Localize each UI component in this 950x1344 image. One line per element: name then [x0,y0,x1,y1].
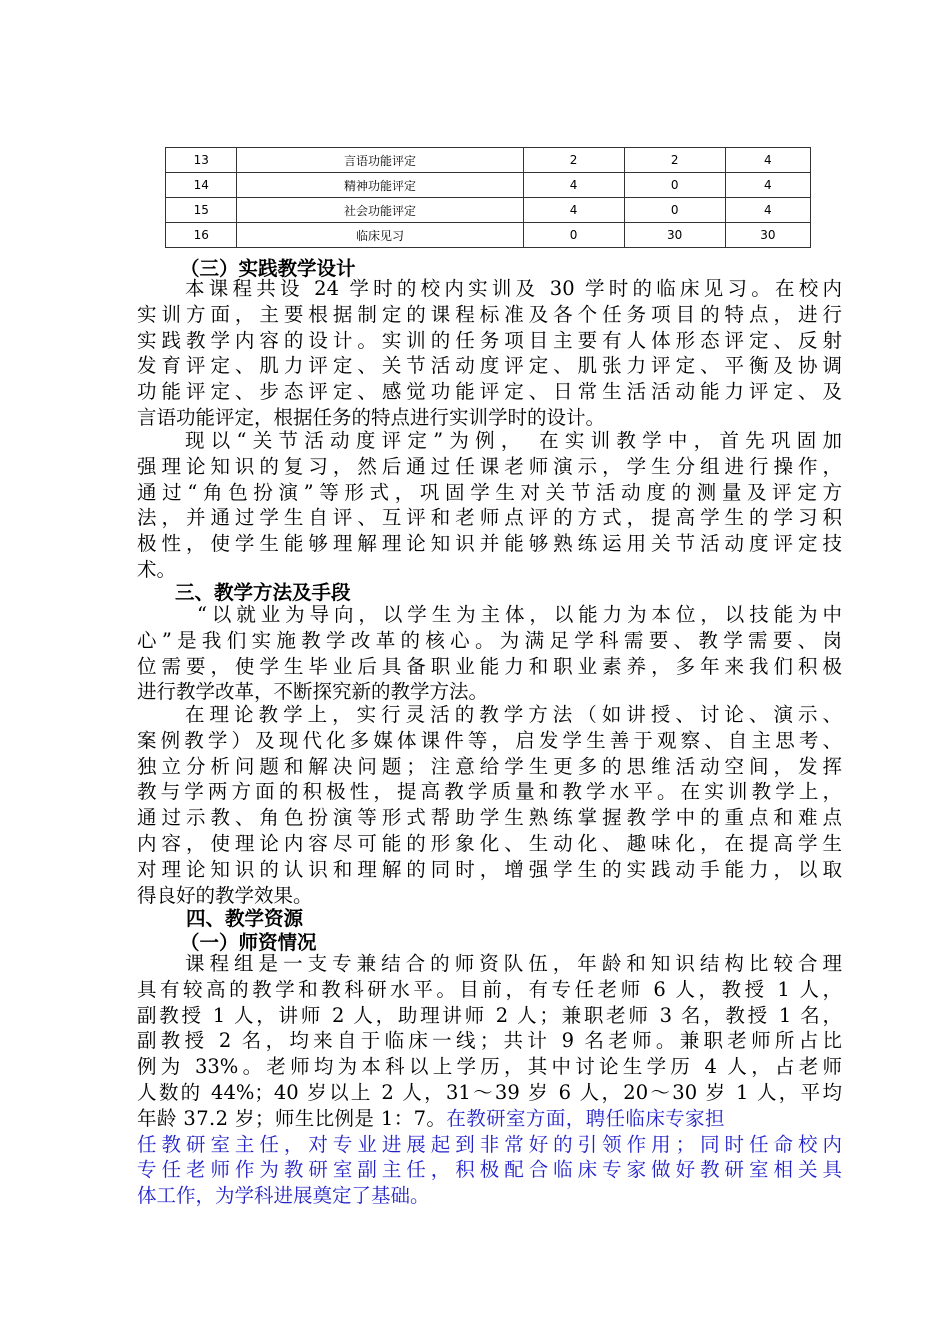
text-line: 具有较高的教学和教科研水平。目前，有专任老师 6 人，教授 1 人， [137,977,842,1001]
text-line: 进行教学改革，不断探究新的教学方法。 [137,680,489,704]
text-line: 法，并通过学生自评、互评和老师点评的方式，提高学生的学习积 [137,506,842,530]
text-line: 得良好的教学效果。 [137,883,313,907]
table-cell: 精神功能评定 [237,173,523,198]
text-line: 功能评定、步态评定、感觉功能评定、日常生活活动能力评定、及 [137,380,842,404]
text-line-blue: 专任老师作为教研室副主任，积极配合临床专家做好教研室相关具 [137,1158,842,1182]
text-line: 实践教学内容的设计。实训的任务项目主要有人体形态评定、反射 [137,328,842,352]
text-line: 极性，使学生能够理解理论知识并能够熟练运用关节活动度评定技 [137,532,842,556]
table-cell: 4 [523,173,624,198]
text-line: 实训方面，主要根据制定的课程标准及各个任务项目的特点，进行 [137,302,842,326]
table-cell: 临床见习 [237,223,523,248]
table-cell: 14 [166,173,237,198]
method-heading: 三、教学方法及手段 [175,581,351,604]
text-line: 副教授 1 人，讲师 2 人，助理讲师 2 人；兼职老师 3 名，教授 1 名， [137,1003,842,1027]
text-line: 强理论知识的复习，然后通过任课老师演示，学生分组进行操作， [137,454,842,478]
text-line-blue: 任教研室主任，对专业进展起到非常好的引领作用；同时任命校内 [137,1132,842,1156]
table-cell: 4 [725,173,810,198]
text-line: 内容，使理论内容尽可能的形象化、生动化、趣味化，在提高学生 [137,831,842,855]
text-line: 对理论知识的认识和理解的同时，增强学生的实践动手能力，以取 [137,857,842,881]
text-line-mixed [137,1106,842,1132]
research-office-text: 在教研室方面，聘任临床专家担 [446,1106,725,1130]
table-cell: 4 [523,198,624,223]
table-row [166,223,811,248]
text-line: 人数的 44%；40 岁以上 2 人，31～39 岁 6 人，20～30 岁 1 人，平均 [137,1080,842,1104]
table-cell: 2 [523,148,624,173]
text-line: 独立分析问题和解决问题；注意给学生更多的思维活动空间，发挥 [137,754,842,778]
text-line: 位需要，使学生毕业后具备职业能力和职业素养，多年来我们积极 [137,654,842,678]
text-line: 发育评定、肌力评定、关节活动度评定、肌张力评定、平衡及协调 [137,354,842,378]
table-cell: 30 [624,223,725,248]
practice-heading: （三）实践教学设计 [180,257,356,280]
table-cell: 言语功能评定 [237,148,523,173]
text-line: “以就业为导向，以学生为主体，以能力为本位，以技能为中 [197,603,842,626]
text-line: 通过示教、角色扮演等形式帮助学生熟练掌握教学中的重点和难点 [137,806,842,830]
table-cell: 16 [166,223,237,248]
table-cell: 4 [725,198,810,223]
practice-paragraph-2 [137,428,842,583]
table-cell: 4 [725,148,810,173]
table-cell: 2 [624,148,725,173]
text-line: 通过“角色扮演”等形式，巩固学生对关节活动度的测量及评定方 [137,480,842,504]
text-line: 教与学两方面的积极性，提高教学质量和教学水平。在实训教学上， [137,780,842,804]
text-line: 本课程共设 24 学时的校内实训及 30 学时的临床见习。在校内 [185,277,842,300]
text-line: 在理论教学上，实行灵活的教学方法（如讲授、讨论、演示、 [185,703,842,726]
faculty-ratio-text: 年龄 37.2 岁；师生比例是 1：7。 [137,1106,447,1130]
practice-paragraph-1 [137,276,842,431]
table-cell: 0 [624,198,725,223]
text-line: 例为 33%。老师均为本科以上学历，其中讨论生学历 4 人，占老师 [137,1055,842,1079]
table-cell: 0 [624,173,725,198]
evaluation-table-wrap [165,147,811,248]
text-line: 案例教学）及现代化多媒体课件等，启发学生善于观察、自主思考、 [137,728,842,752]
faculty-paragraph [137,951,842,1209]
table-row [166,148,811,173]
table-cell: 0 [523,223,624,248]
text-line: 副教授 2 名，均来自于临床一线；共计 9 名老师。兼职老师所占比 [137,1029,842,1053]
text-line: 现以“关节活动度评定”为例， 在实训教学中，首先巩固加 [185,429,842,452]
table-cell: 30 [725,223,810,248]
method-paragraph-1 [137,602,842,705]
method-paragraph-2 [137,702,842,908]
faculty-heading: （一）师资情况 [180,931,317,954]
table-cell: 社会功能评定 [237,198,523,223]
text-line-blue: 体工作，为学科进展奠定了基础。 [137,1184,430,1208]
evaluation-table [165,147,811,248]
table-row [166,173,811,198]
table-cell: 15 [166,198,237,223]
text-line: 言语功能评定，根据任务的特点进行实训学时的设计。 [137,405,606,429]
resource-heading: 四、教学资源 [186,907,304,930]
table-row [166,198,811,223]
text-line: 术。 [137,557,177,581]
text-line: 心”是我们实施教学改革的核心。为满足学科需要、教学需要、岗 [137,628,842,652]
table-cell: 13 [166,148,237,173]
text-line: 课程组是一支专兼结合的师资队伍，年龄和知识结构比较合理 [185,952,842,975]
